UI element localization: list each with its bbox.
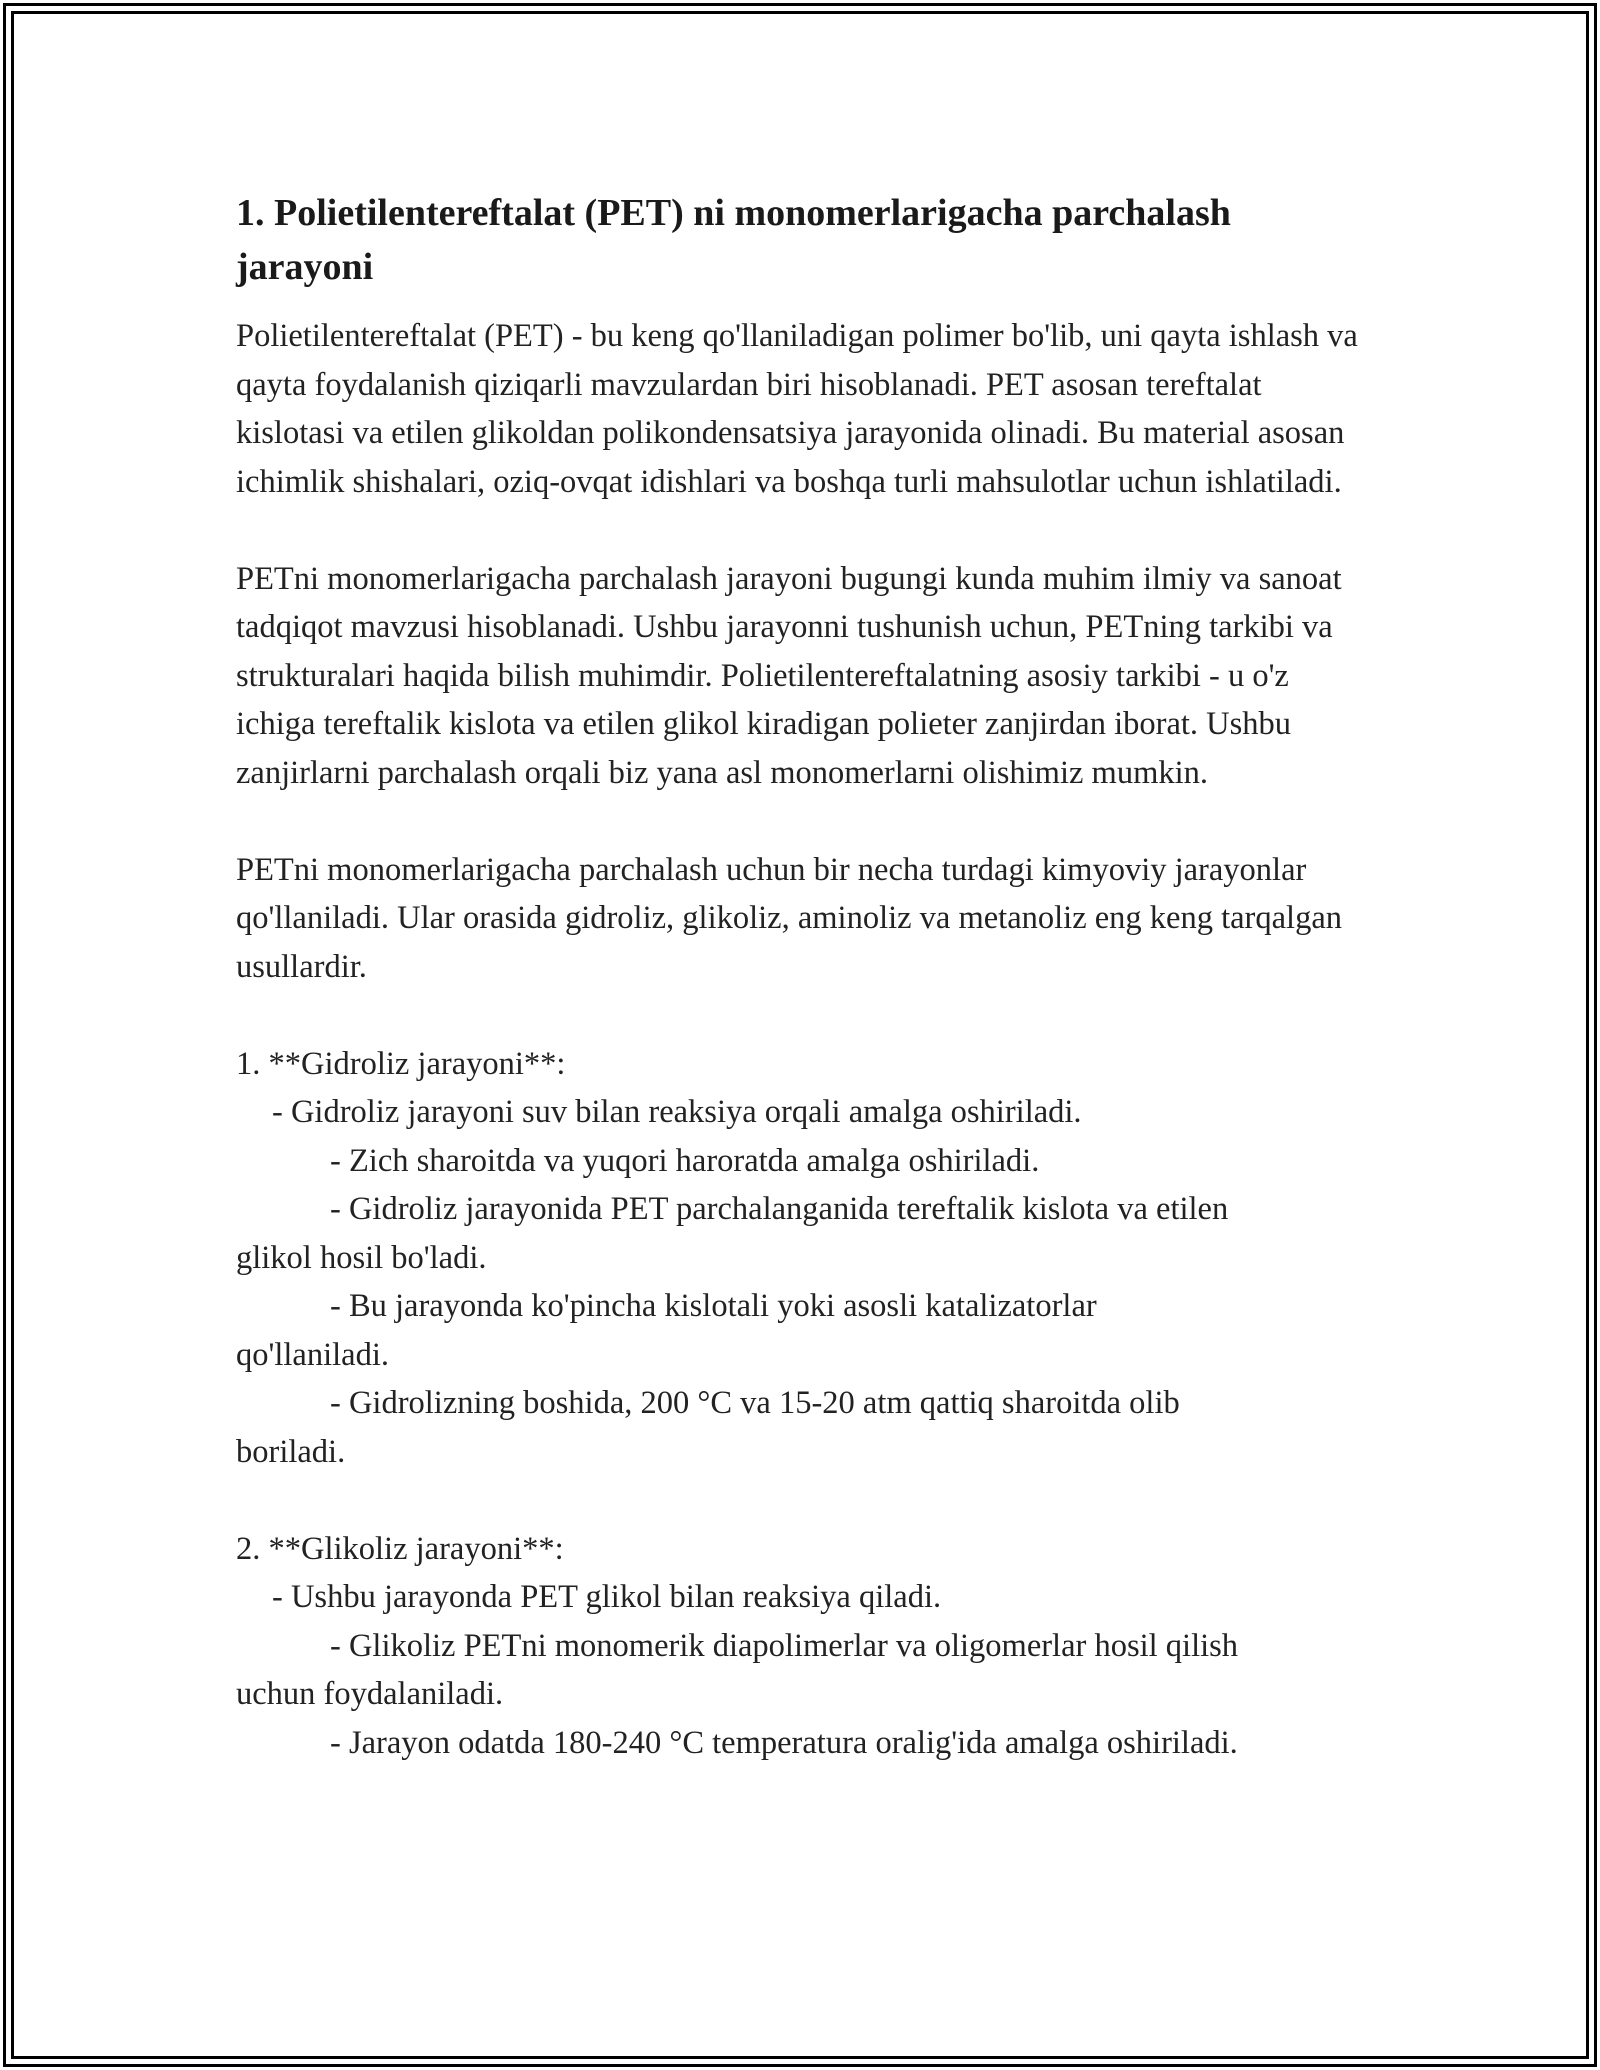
paragraph-intro: Polietilentereftalat (PET) - bu keng qo'llaniladigan polimer bo'lib, uni qayta ishlash va qayta foydalanish qiziqarli mavzulardan biri hisoblanadi. PET asosan tereftalat kislotasi va etilen glikoldan polikondensatsiya jarayonida olinadi. Bu material asosan ichimlik shishalari, oziq-ovqat idishlari va boshqa turli mahsulotlar uchun ishlatiladi. — [236, 318, 1358, 500]
section-heading: 1. **Gidroliz jarayoni**: — [236, 1045, 566, 1082]
list-item: - Gidroliz jarayonida PET parchalanganida tereftalik kislota va etilen — [330, 1191, 1229, 1227]
document-title: 1. Polietilentereftalat (PET) ni monomerlarigacha parchalash jarayoni — [236, 192, 1231, 288]
list-item: - Bu jarayonda ko'pincha kislotali yoki asosli katalizatorlar — [330, 1288, 1097, 1324]
section-heading: 2. **Glikoliz jarayoni**: — [236, 1530, 564, 1567]
list-item-continuation: glikol hosil bo'ladi. — [236, 1239, 487, 1276]
paragraph-decomposition: PETni monomerlarigacha parchalash jarayoni bugungi kunda muhim ilmiy va sanoat tadqiqot mavzusi hisoblanadi. Ushbu jarayonni tushunish uchun, PETning tarkibi va strukturalari haqida bilish muhimdir. Polietilentereftalatning asosiy tarkibi - u o'z ichiga tereftalik kislota va etilen glikol kiradigan polieter zanjirdan iborat. Ushbu zanjirlarni parchalash orqali biz yana asl monomerlarni olishimiz mumkin. — [236, 560, 1342, 791]
list-item-continuation: boriladi. — [236, 1433, 346, 1470]
list-item: - Glikoliz PETni monomerik diapolimerlar va oligomerlar hosil qilish — [330, 1627, 1239, 1664]
list-item-continuation: qo'llaniladi. — [236, 1336, 389, 1373]
list-item-continuation: uchun foydalaniladi. — [236, 1676, 504, 1712]
section-lead: - Ushbu jarayonda PET glikol bilan reaksiya qiladi. — [272, 1579, 942, 1615]
list-item: - Jarayon odatda 180-240 °C temperatura oralig'ida amalga oshiriladi. — [330, 1724, 1238, 1761]
section-lead: - Gidroliz jarayoni suv bilan reaksiya orqali amalga oshiriladi. — [272, 1094, 1082, 1130]
section-glycolysis — [236, 1525, 1376, 1768]
list-item: - Gidrolizning boshida, 200 °C va 15-20 atm qattiq sharoitda olib — [330, 1385, 1180, 1421]
paragraph-methods: PETni monomerlarigacha parchalash uchun bir necha turdagi kimyoviy jarayonlar qo'llaniladi. Ular orasida gidroliz, glikoliz, aminoliz va metanoliz eng keng tarqalgan usullardir. — [236, 851, 1342, 985]
document-body — [236, 186, 1376, 1816]
list-item: - Zich sharoitda va yuqori haroratda amalga oshiriladi. — [330, 1142, 1040, 1179]
section-hydrolysis — [236, 1040, 1376, 1477]
